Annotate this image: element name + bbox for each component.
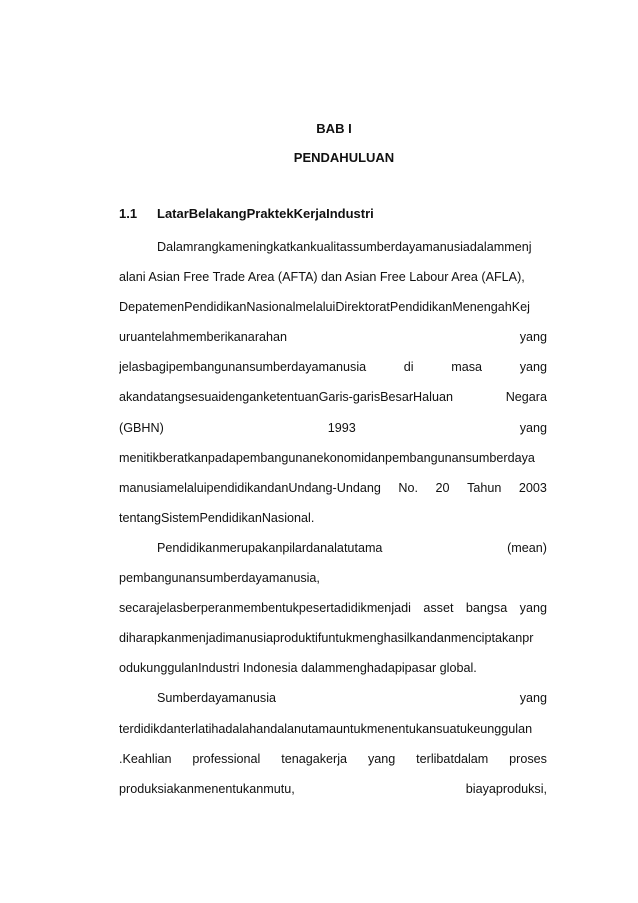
text-line (119, 683, 547, 713)
text-segment: (GBHN) (119, 420, 164, 435)
text-segment: tentangSistemPendidikanNasional. (119, 510, 315, 525)
text-segment: terdidikdanterlatihadalahandalanutamauntukmenentukansuatukeunggulan (119, 721, 533, 736)
text-segment: masa (451, 360, 483, 375)
text-segment: Sumberdayamanusia (157, 691, 277, 706)
text-segment: Pendidikanmerupakanpilardanalatutama (157, 540, 383, 555)
text-line (119, 232, 547, 262)
text-segment: Tahun (467, 480, 502, 495)
text-line (119, 533, 547, 563)
text-segment: tenagakerja (281, 751, 348, 766)
text-segment: bangsa (465, 601, 508, 616)
text-line (119, 653, 547, 683)
text-segment: pembangunansumberdayamanusia, (119, 571, 320, 586)
text-segment: akandatangsesuaidenganketentuanGaris-garisBesarHaluan (119, 390, 453, 405)
section-heading (119, 206, 374, 222)
text-segment: proses (509, 751, 547, 766)
text-line (119, 714, 547, 744)
text-segment: Dalamrangkameningkatkankualitassumberdayamanusiadalammenj (157, 240, 532, 254)
text-line (119, 744, 547, 774)
text-segment: menitikberatkanpadapembangunanekonomidanpembangunansumberdaya (119, 450, 535, 465)
text-line (119, 262, 547, 292)
text-segment: yang (519, 691, 547, 706)
text-segment: No. (398, 480, 418, 495)
text-segment: yang (519, 330, 547, 345)
text-segment: .Keahlian (119, 751, 172, 766)
chapter-title: PENDAHULUAN (293, 150, 395, 165)
text-line (119, 473, 547, 503)
text-line (119, 503, 547, 533)
text-segment: produksiakanmenentukanmutu, (119, 781, 295, 796)
text-segment: uruantelahmemberikanarahan (119, 330, 288, 345)
text-segment: yang (519, 420, 547, 435)
text-segment: yang (519, 360, 547, 375)
text-segment: (mean) (507, 540, 547, 555)
text-segment: jelasbagipembangunansumberdayamanusia (119, 360, 367, 375)
text-segment: asset (423, 601, 454, 616)
text-segment: yang (519, 601, 547, 616)
text-segment: yang (367, 751, 396, 766)
text-line (119, 563, 547, 593)
text-line (119, 593, 547, 623)
text-segment: terlibatdalam (416, 751, 489, 766)
section-number: 1.1 (119, 206, 138, 221)
text-segment: 20 (435, 480, 450, 495)
text-line (119, 352, 547, 382)
text-segment: Negara (505, 390, 547, 405)
text-segment: 2003 (518, 480, 547, 495)
text-line (119, 382, 547, 412)
text-line (119, 443, 547, 473)
body-text (119, 232, 547, 804)
text-line (119, 322, 547, 352)
text-segment: DepatemenPendidikanNasionalmelaluiDirektoratPendidikanMenengahKej (119, 300, 530, 315)
text-segment: manusiamelaluipendidikandanUndang-Undang (119, 480, 381, 495)
section-title: LatarBelakangPraktekKerjaIndustri (157, 206, 374, 221)
text-line (119, 413, 547, 443)
text-line (119, 774, 547, 804)
text-line (119, 623, 547, 653)
text-segment: alani Asian Free Trade Area (AFTA) dan Asian Free Labour Area (AFLA), (119, 270, 525, 285)
text-segment: di (403, 360, 414, 375)
text-segment: professional (192, 751, 261, 766)
text-segment: 1993 (327, 420, 356, 435)
text-segment: diharapkanmenjadimanusiaproduktifuntukmenghasilkandanmenciptakanpr (119, 631, 534, 646)
text-segment: secarajelasberperanmembentukpesertadidikmenjadi (119, 601, 411, 616)
text-segment: biayaproduksi, (465, 781, 547, 796)
text-line (119, 292, 547, 322)
text-segment: odukunggulanIndustri Indonesia dalammenghadapipasar global. (119, 661, 477, 676)
chapter-label: BAB I (316, 121, 352, 136)
